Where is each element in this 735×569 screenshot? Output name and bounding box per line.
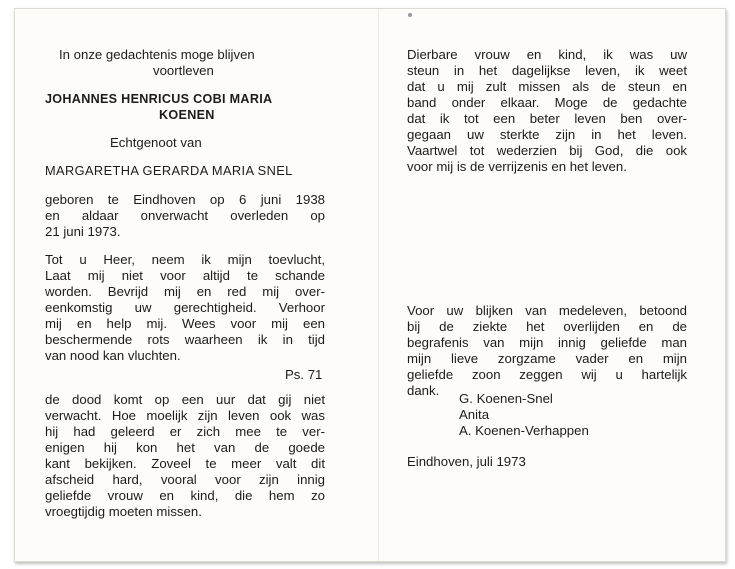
farewell-line-1: Dierbare vrouw en kind, ik was uw <box>407 47 687 62</box>
psalm-line-7: van nood kan vluchten. <box>45 348 181 363</box>
psalm-line-1: Tot u Heer, neem ik mijn toevlucht, <box>45 252 325 267</box>
farewell-line-4: band onder elkaar. Moge de gedachte <box>407 95 687 110</box>
psalm-line-5: mij en help mij. Wees voor mij een <box>45 316 325 331</box>
signature-2: Anita <box>459 407 490 422</box>
farewell-line-6: gegaan uw sterkte zijn in het leven. <box>407 127 687 142</box>
signature-1: G. Koenen-Snel <box>459 391 553 406</box>
thanks-line-4: mijn lieve zorgzame vader en mijn <box>407 351 687 366</box>
deceased-name-line-1: JOHANNES HENRICUS COBI MARIA <box>45 92 273 106</box>
place-date: Eindhoven, juli 1973 <box>407 454 526 469</box>
intro-line-1: In onze gedachtenis moge blijven <box>59 47 255 62</box>
left-panel <box>45 9 339 561</box>
thanks-line-3: begrafenis van mijn innig geliefde man <box>407 335 687 350</box>
psalm-line-2: Laat mij niet voor altijd te schande <box>45 268 325 283</box>
signature-3: A. Koenen-Verhappen <box>459 423 589 438</box>
psalm-line-4: eenkomstig uw gerechtigheid. Verhoor <box>45 300 325 315</box>
text-line-8: vroegtijdig moeten missen. <box>45 504 202 519</box>
relation-label: Echtgenoot van <box>110 135 202 150</box>
farewell-line-5: dat ik tot een beter leven ben over- <box>407 111 687 126</box>
thanks-line-1: Voor uw blijken van medeleven, betoond <box>407 303 687 318</box>
memorial-card <box>14 8 726 562</box>
right-panel <box>407 9 687 561</box>
thanks-line-6: dank. <box>407 383 440 398</box>
thanks-line-5: geliefde zoon zeggen wij u hartelijk <box>407 367 687 382</box>
text-line-6: afscheid hard, vooral voor zijn innig <box>45 472 325 487</box>
text-line-7: geliefde vrouw en kind, die hem zo <box>45 488 325 503</box>
psalm-line-3: worden. Bevrijd mij en red mij over- <box>45 284 325 299</box>
intro-line-2: voortleven <box>153 63 214 78</box>
farewell-line-8: voor mij is de verrijzenis en het leven. <box>407 159 627 174</box>
birth-line-3: 21 juni 1973. <box>45 224 121 239</box>
farewell-line-2: steun in het dagelijkse leven, ik weet <box>407 63 687 78</box>
birth-line-2: en aldaar onverwacht overleden op <box>45 208 325 223</box>
spouse-name: MARGARETHA GERARDA MARIA SNEL <box>45 163 293 178</box>
deceased-name-line-2: KOENEN <box>159 108 215 122</box>
thanks-line-2: bij de ziekte het overlijden en de <box>407 319 687 334</box>
birth-line-1: geboren te Eindhoven op 6 juni 1938 <box>45 192 325 207</box>
psalm-line-6: beschermende rots waarheen ik in tijd <box>45 332 325 347</box>
text-line-3: hij had geleerd er zich mee te ver- <box>45 424 325 439</box>
farewell-line-3: dat u mij zult missen als de steun en <box>407 79 687 94</box>
text-line-5: kant bekijken. Zoveel te meer valt dit <box>45 456 325 471</box>
text-line-2: verwacht. Hoe moelijk zijn leven ook was <box>45 408 325 423</box>
text-line-1: de dood komt op een uur dat gij niet <box>45 392 325 407</box>
card-fold <box>378 9 379 561</box>
farewell-line-7: Vaartwel tot wederzien bij God, die ook <box>407 143 687 158</box>
psalm-reference: Ps. 71 <box>285 367 323 382</box>
text-line-4: enigen hij kon het van de goede <box>45 440 325 455</box>
